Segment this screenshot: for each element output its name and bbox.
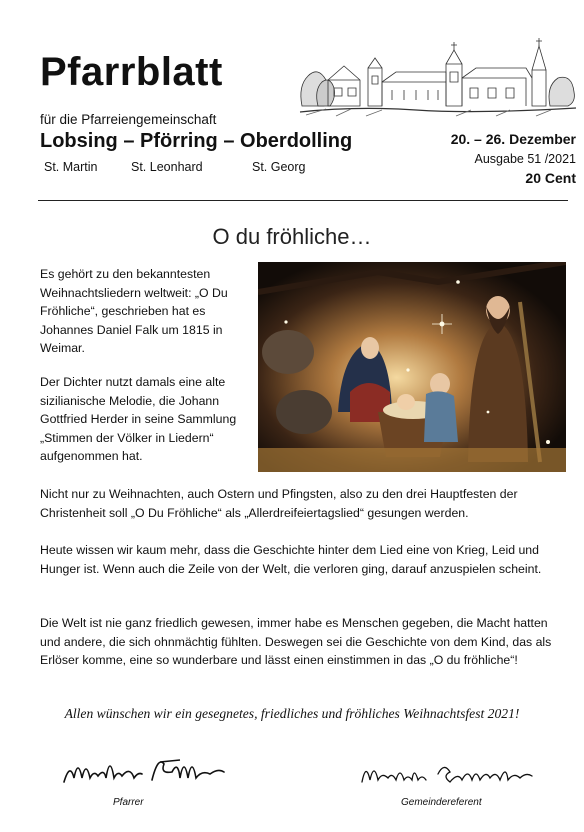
issue-price: 20 Cent: [525, 170, 576, 186]
church-name-st-martin: St. Martin: [44, 160, 98, 174]
signature-role-pfarrer: Pfarrer: [113, 797, 144, 808]
signature-pfarrer: [60, 748, 230, 790]
church-name-st-georg: St. Georg: [252, 160, 306, 174]
header-divider: [38, 200, 568, 201]
nativity-scene-photo: [258, 262, 566, 472]
article-paragraph: Die Welt ist nie ganz friedlich gewesen, immer habe es Menschen gegeben, die Macht hatten und andere, die sich ohnmächtig fühlten. Deswegen sei die Geschichte von dem Kind, das als Erlöser komme, eine so wunderbare und lässt einen einstimmen in das „O du fröhliche“!: [40, 616, 552, 668]
article-paragraph: Heute wissen wir kaum mehr, dass die Geschichte hinter dem Lied eine von Krieg, Leid und Hunger ist. Wenn auch die Zeile von der Welt, die verloren ging, darauf anzuspielen scheint.: [40, 543, 542, 576]
signature-gemeindereferent: [358, 752, 538, 790]
article-paragraph: Es gehört zu den bekanntesten Weihnachtsliedern weltweit: „O Du Fröhliche“, geschrieben hat es Johannes Daniel Falk um 1815 in Weimar.: [40, 267, 228, 356]
issue-date: 20. – 26. Dezember: [450, 131, 576, 147]
article-paragraph: Nicht nur zu Weihnachten, auch Ostern und Pfingsten, also zu den drei Hauptfesten der Christenheit soll „O Du Fröhliche“ als „Allerdreifeiertagslied“ gesungen werden.: [40, 487, 518, 520]
article-headline: O du fröhliche…: [212, 224, 372, 249]
closing-greeting: Allen wünschen wir ein gesegnetes, friedliches und fröhliches Weihnachtsfest 2021!: [64, 706, 520, 721]
parish-names: Lobsing – Pförring – Oberdolling: [40, 130, 353, 152]
issue-number: Ausgabe 51 /2021: [474, 152, 576, 166]
church-name-st-leonhard: St. Leonhard: [131, 160, 203, 174]
signature-role-gemeindereferent: Gemeindereferent: [401, 797, 482, 808]
masthead-title: Pfarrblatt: [40, 50, 223, 94]
article-paragraph: Der Dichter nutzt damals eine alte sizilianische Melodie, die Johann Gottfried Herder in seine Sammlung „Stimmen der Völker in Liedern“ aufgenommen hat.: [40, 375, 237, 464]
masthead-subtitle: für die Pfarreiengemeinschaft: [40, 112, 217, 127]
church-sketch-icon: [296, 36, 580, 118]
